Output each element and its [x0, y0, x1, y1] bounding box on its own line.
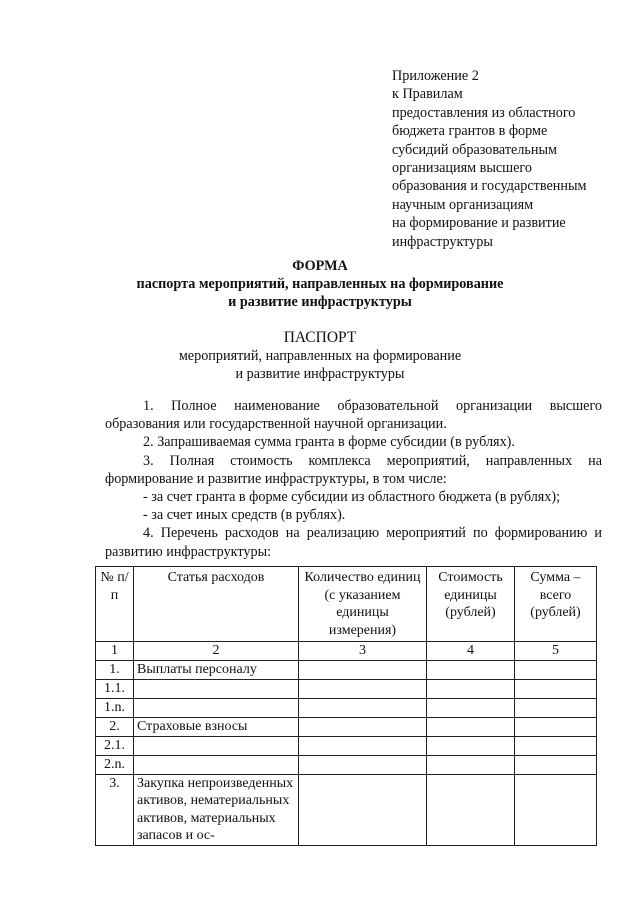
row-article: Закупка непроизведенных активов, нематериальных активов, материальных запасов и ос- [134, 774, 299, 845]
column-header: Статья расходов [134, 567, 299, 642]
passport-item: 1. Полное наименование образовательной организации высшего образования или государственной научной организации. [105, 398, 602, 433]
table-cell [427, 755, 515, 774]
table-row [96, 736, 597, 755]
row-number: 1.n. [96, 698, 134, 717]
column-number-row [96, 642, 597, 661]
table-cell [515, 736, 597, 755]
table-row [96, 698, 597, 717]
table-cell [427, 717, 515, 736]
column-number: 1 [96, 642, 134, 661]
annex-line: на формирование и развитие [392, 215, 566, 232]
column-number: 4 [427, 642, 515, 661]
row-number: 2.n. [96, 755, 134, 774]
passport-subtitle-line: мероприятий, направленных на формирование [178, 348, 462, 364]
form-title [0, 257, 640, 311]
table-cell [427, 679, 515, 698]
row-article [134, 736, 299, 755]
table-cell [299, 679, 427, 698]
table-cell [299, 717, 427, 736]
column-header: № п/п [96, 567, 134, 642]
row-article [134, 679, 299, 698]
row-article [134, 698, 299, 717]
annex-note [392, 67, 632, 251]
table-cell [299, 660, 427, 679]
passport-subtitle-line: и развитие инфраструктуры [235, 366, 405, 382]
table-cell [427, 660, 515, 679]
passport-items [105, 397, 602, 561]
passport-item: 4. Перечень расходов на реализацию мероприятий по формированию и развитию инфраструктуры: [105, 525, 602, 560]
column-header: Сумма – всего (рублей) [515, 567, 597, 642]
passport-item: 2. Запрашиваемая сумма гранта в форме субсидии (в рублях). [143, 434, 515, 451]
table-cell [515, 755, 597, 774]
row-number: 3. [96, 774, 134, 845]
column-number: 2 [134, 642, 299, 661]
table-cell [515, 774, 597, 845]
row-article: Страховые взносы [134, 717, 299, 736]
annex-line: образования и государственным [392, 178, 587, 195]
table-cell [427, 698, 515, 717]
table-cell [299, 698, 427, 717]
annex-line: инфраструктуры [392, 233, 493, 250]
annex-line: научным организациям [392, 196, 534, 213]
table-header-row [96, 567, 597, 642]
table-row [96, 717, 597, 736]
table-cell [427, 774, 515, 845]
passport-item: - за счет иных средств (в рублях). [143, 507, 346, 524]
table-row [96, 679, 597, 698]
table-cell [299, 774, 427, 845]
expenses-table [95, 566, 597, 846]
column-number: 3 [299, 642, 427, 661]
row-number: 2.1. [96, 736, 134, 755]
annex-line: субсидий образовательным [392, 141, 557, 158]
passport-item: 3. Полная стоимость комплекса мероприятий, направленных на формирование и развитие инфраструктуры, в том числе: [105, 452, 602, 487]
table-cell [299, 736, 427, 755]
passport-heading-block [0, 329, 640, 383]
form-title-line: паспорта мероприятий, направленных на формирование [136, 276, 504, 292]
row-number: 1.1. [96, 679, 134, 698]
table-row [96, 774, 597, 845]
column-header: Стоимость единицы (рублей) [427, 567, 515, 642]
table-cell [515, 698, 597, 717]
table-cell [515, 717, 597, 736]
row-number: 2. [96, 717, 134, 736]
table-row [96, 755, 597, 774]
passport-heading: ПАСПОРТ [283, 329, 357, 346]
table-cell [515, 660, 597, 679]
row-number: 1. [96, 660, 134, 679]
annex-line: Приложение 2 [392, 68, 479, 84]
form-title-line: и развитие инфраструктуры [228, 294, 412, 310]
table-row [96, 660, 597, 679]
column-number: 5 [515, 642, 597, 661]
table-cell [515, 679, 597, 698]
column-header: Количество единиц (с указанием единицы измерения) [299, 567, 427, 642]
row-article: Выплаты персоналу [134, 660, 299, 679]
annex-line: бюджета грантов в форме [392, 123, 548, 140]
passport-item: - за счет гранта в форме субсидии из областного бюджета (в рублях); [143, 489, 561, 506]
form-title-line: ФОРМА [292, 258, 348, 274]
annex-line: предоставления из областного [392, 104, 576, 121]
table-cell [299, 755, 427, 774]
table-cell [427, 736, 515, 755]
annex-line: к Правилам [392, 86, 463, 103]
row-article [134, 755, 299, 774]
annex-line: организациям высшего [392, 160, 532, 177]
